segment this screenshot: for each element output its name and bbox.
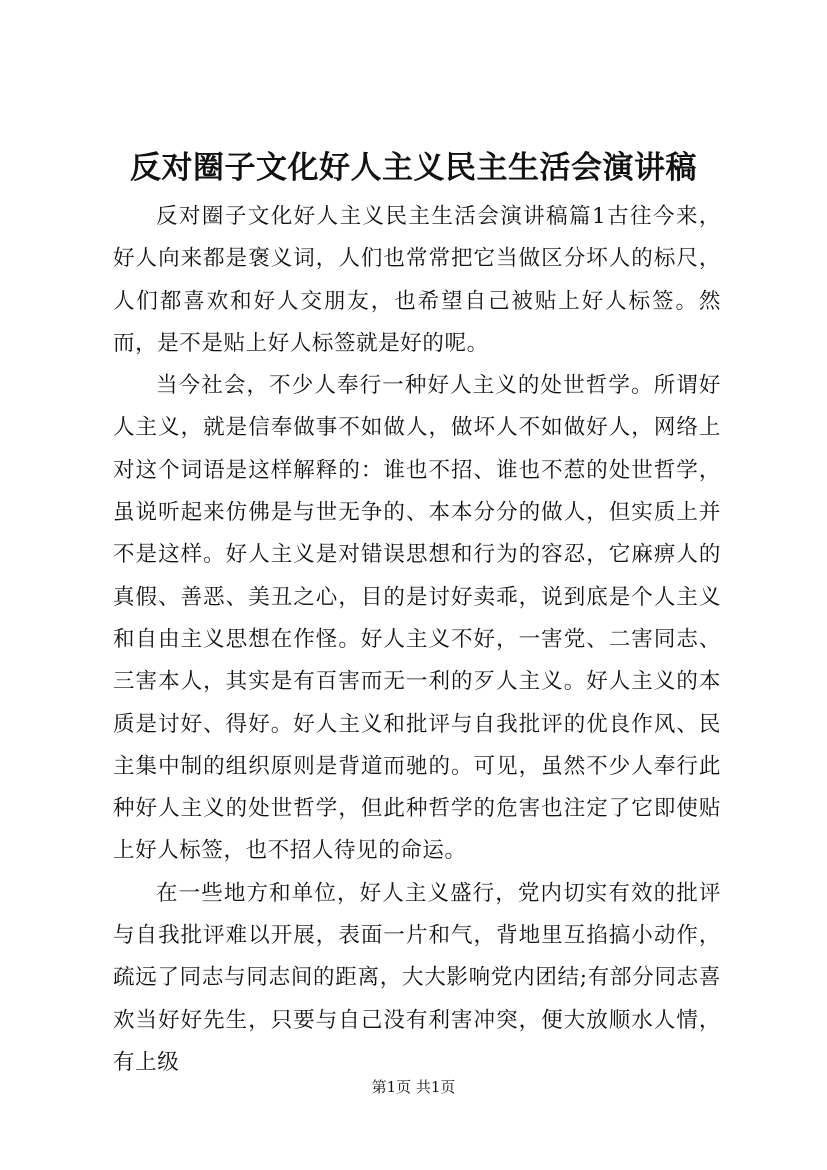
paragraph: 在一些地方和单位，好人主义盛行，党内切实有效的批评与自我批评难以开展，表面一片和气，背地里互掐搞小动作，疏远了同志与同志间的距离，大大影响党内团结;有部分同志喜欢当好好先生，只要与自己没有利害冲突，便大放顺水人情，有上级 [113, 880, 721, 1075]
document-body [113, 196, 721, 1084]
paragraph: 当今社会，不少人奉行一种好人主义的处世哲学。所谓好人主义，就是信奉做事不如做人，做坏人不如做好人，网络上对这个词语是这样解释的：谁也不招、谁也不惹的处世哲学，虽说听起来仿佛是与世无争的、本本分分的做人，但实质上并不是这样。好人主义是对错误思想和行为的容忍，它麻痹人的真假、善恶、美丑之心，目的是讨好卖乖，说到底是个人主义和自由主义思想在作怪。好人主义不好，一害党、二害同志、三害本人，其实是有百害而无一利的歹人主义。好人主义的本质是讨好、得好。好人主义和批评与自我批评的优良作风、民主集中制的组织原则是背道而驰的。可见，虽然不少人奉行此种好人主义的处世哲学，但此种哲学的危害也注定了它即使贴上好人标签，也不招人待见的命运。 [113, 373, 721, 864]
paragraph: 反对圈子文化好人主义民主生活会演讲稿篇1古往今来，好人向来都是褒义词，人们也常常把它当做区分坏人的标尺，人们都喜欢和好人交朋友，也希望自己被贴上好人标签。然而，是不是贴上好人标签就是好的呢。 [113, 204, 721, 356]
document-title: 反对圈子文化好人主义民主生活会演讲稿 [130, 150, 697, 186]
page-footer: 第1页 共1页 [371, 1078, 456, 1096]
